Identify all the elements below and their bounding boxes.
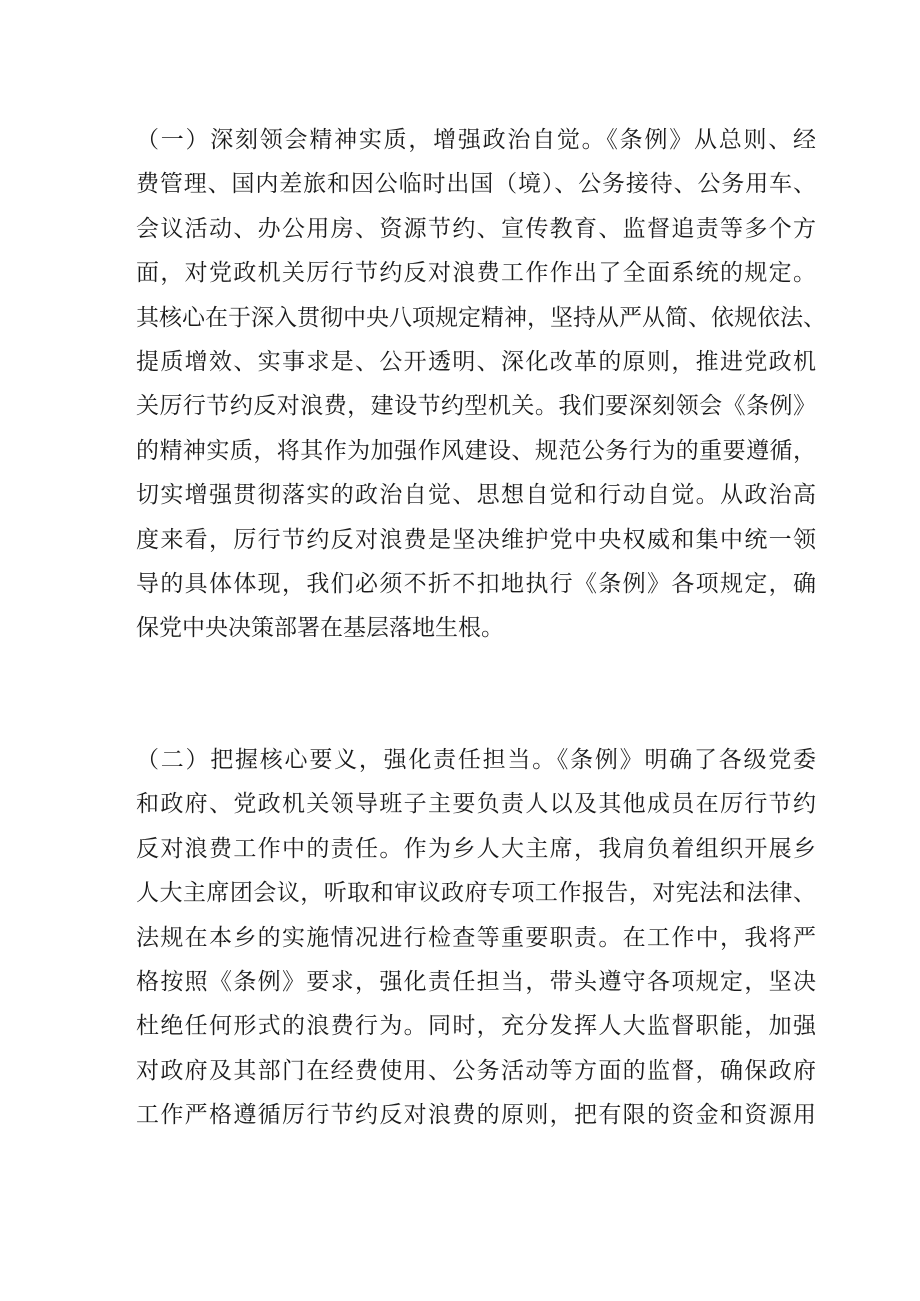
text-line: 提质增效、实事求是、公开透明、深化改革的原则，推进党政机 xyxy=(136,348,816,375)
text-line: 对政府及其部门在经费使用、公务活动等方面的监督，确保政府 xyxy=(136,1057,816,1084)
paragraph-2 xyxy=(136,738,816,1138)
text-line: 其核心在于深入贯彻中央八项规定精神，坚持从严从简、依规依法、 xyxy=(136,304,826,331)
text-line: 保党中央决策部署在基层落地生根。 xyxy=(136,615,504,642)
text-line: 的精神实质，将其作为加强作风建设、规范公务行为的重要遵循， xyxy=(136,437,816,464)
text-line: 格按照《条例》要求，强化责任担当，带头遵守各项规定，坚决 xyxy=(136,968,816,995)
text-line: 度来看，厉行节约反对浪费是坚决维护党中央权威和集中统一领 xyxy=(136,526,816,553)
text-line: 导的具体体现，我们必须不折不扣地执行《条例》各项规定，确 xyxy=(136,570,816,597)
text-line: 人大主席团会议，听取和审议政府专项工作报告，对宪法和法律、 xyxy=(136,880,816,907)
text-line: 面，对党政机关厉行节约反对浪费工作作出了全面系统的规定。 xyxy=(136,260,816,287)
text-line: 反对浪费工作中的责任。作为乡人大主席，我肩负着组织开展乡 xyxy=(136,835,816,862)
text-line: （二）把握核心要义，强化责任担当。《条例》明确了各级党委 xyxy=(136,747,816,773)
text-line: 关厉行节约反对浪费，建设节约型机关。我们要深刻领会《条例》 xyxy=(136,393,816,420)
text-line: 工作严格遵循厉行节约反对浪费的原则，把有限的资金和资源用 xyxy=(136,1102,816,1129)
text-line: 和政府、党政机关领导班子主要负责人以及其他成员在厉行节约 xyxy=(136,791,816,818)
text-line: 杜绝任何形式的浪费行为。同时，充分发挥人大监督职能，加强 xyxy=(136,1013,816,1040)
text-line: 法规在本乡的实施情况进行检查等重要职责。在工作中，我将严 xyxy=(136,924,816,951)
text-line: 会议活动、办公用房、资源节约、宣传教育、监督追责等多个方 xyxy=(136,215,816,242)
text-line: 费管理、国内差旅和因公临时出国（境）、公务接待、公务用车、 xyxy=(136,171,816,198)
text-line: （一）深刻领会精神实质，增强政治自觉。《条例》从总则、经 xyxy=(136,127,816,153)
paragraph-1 xyxy=(136,118,826,651)
text-line: 切实增强贯彻落实的政治自觉、思想自觉和行动自觉。从政治高 xyxy=(136,482,816,509)
